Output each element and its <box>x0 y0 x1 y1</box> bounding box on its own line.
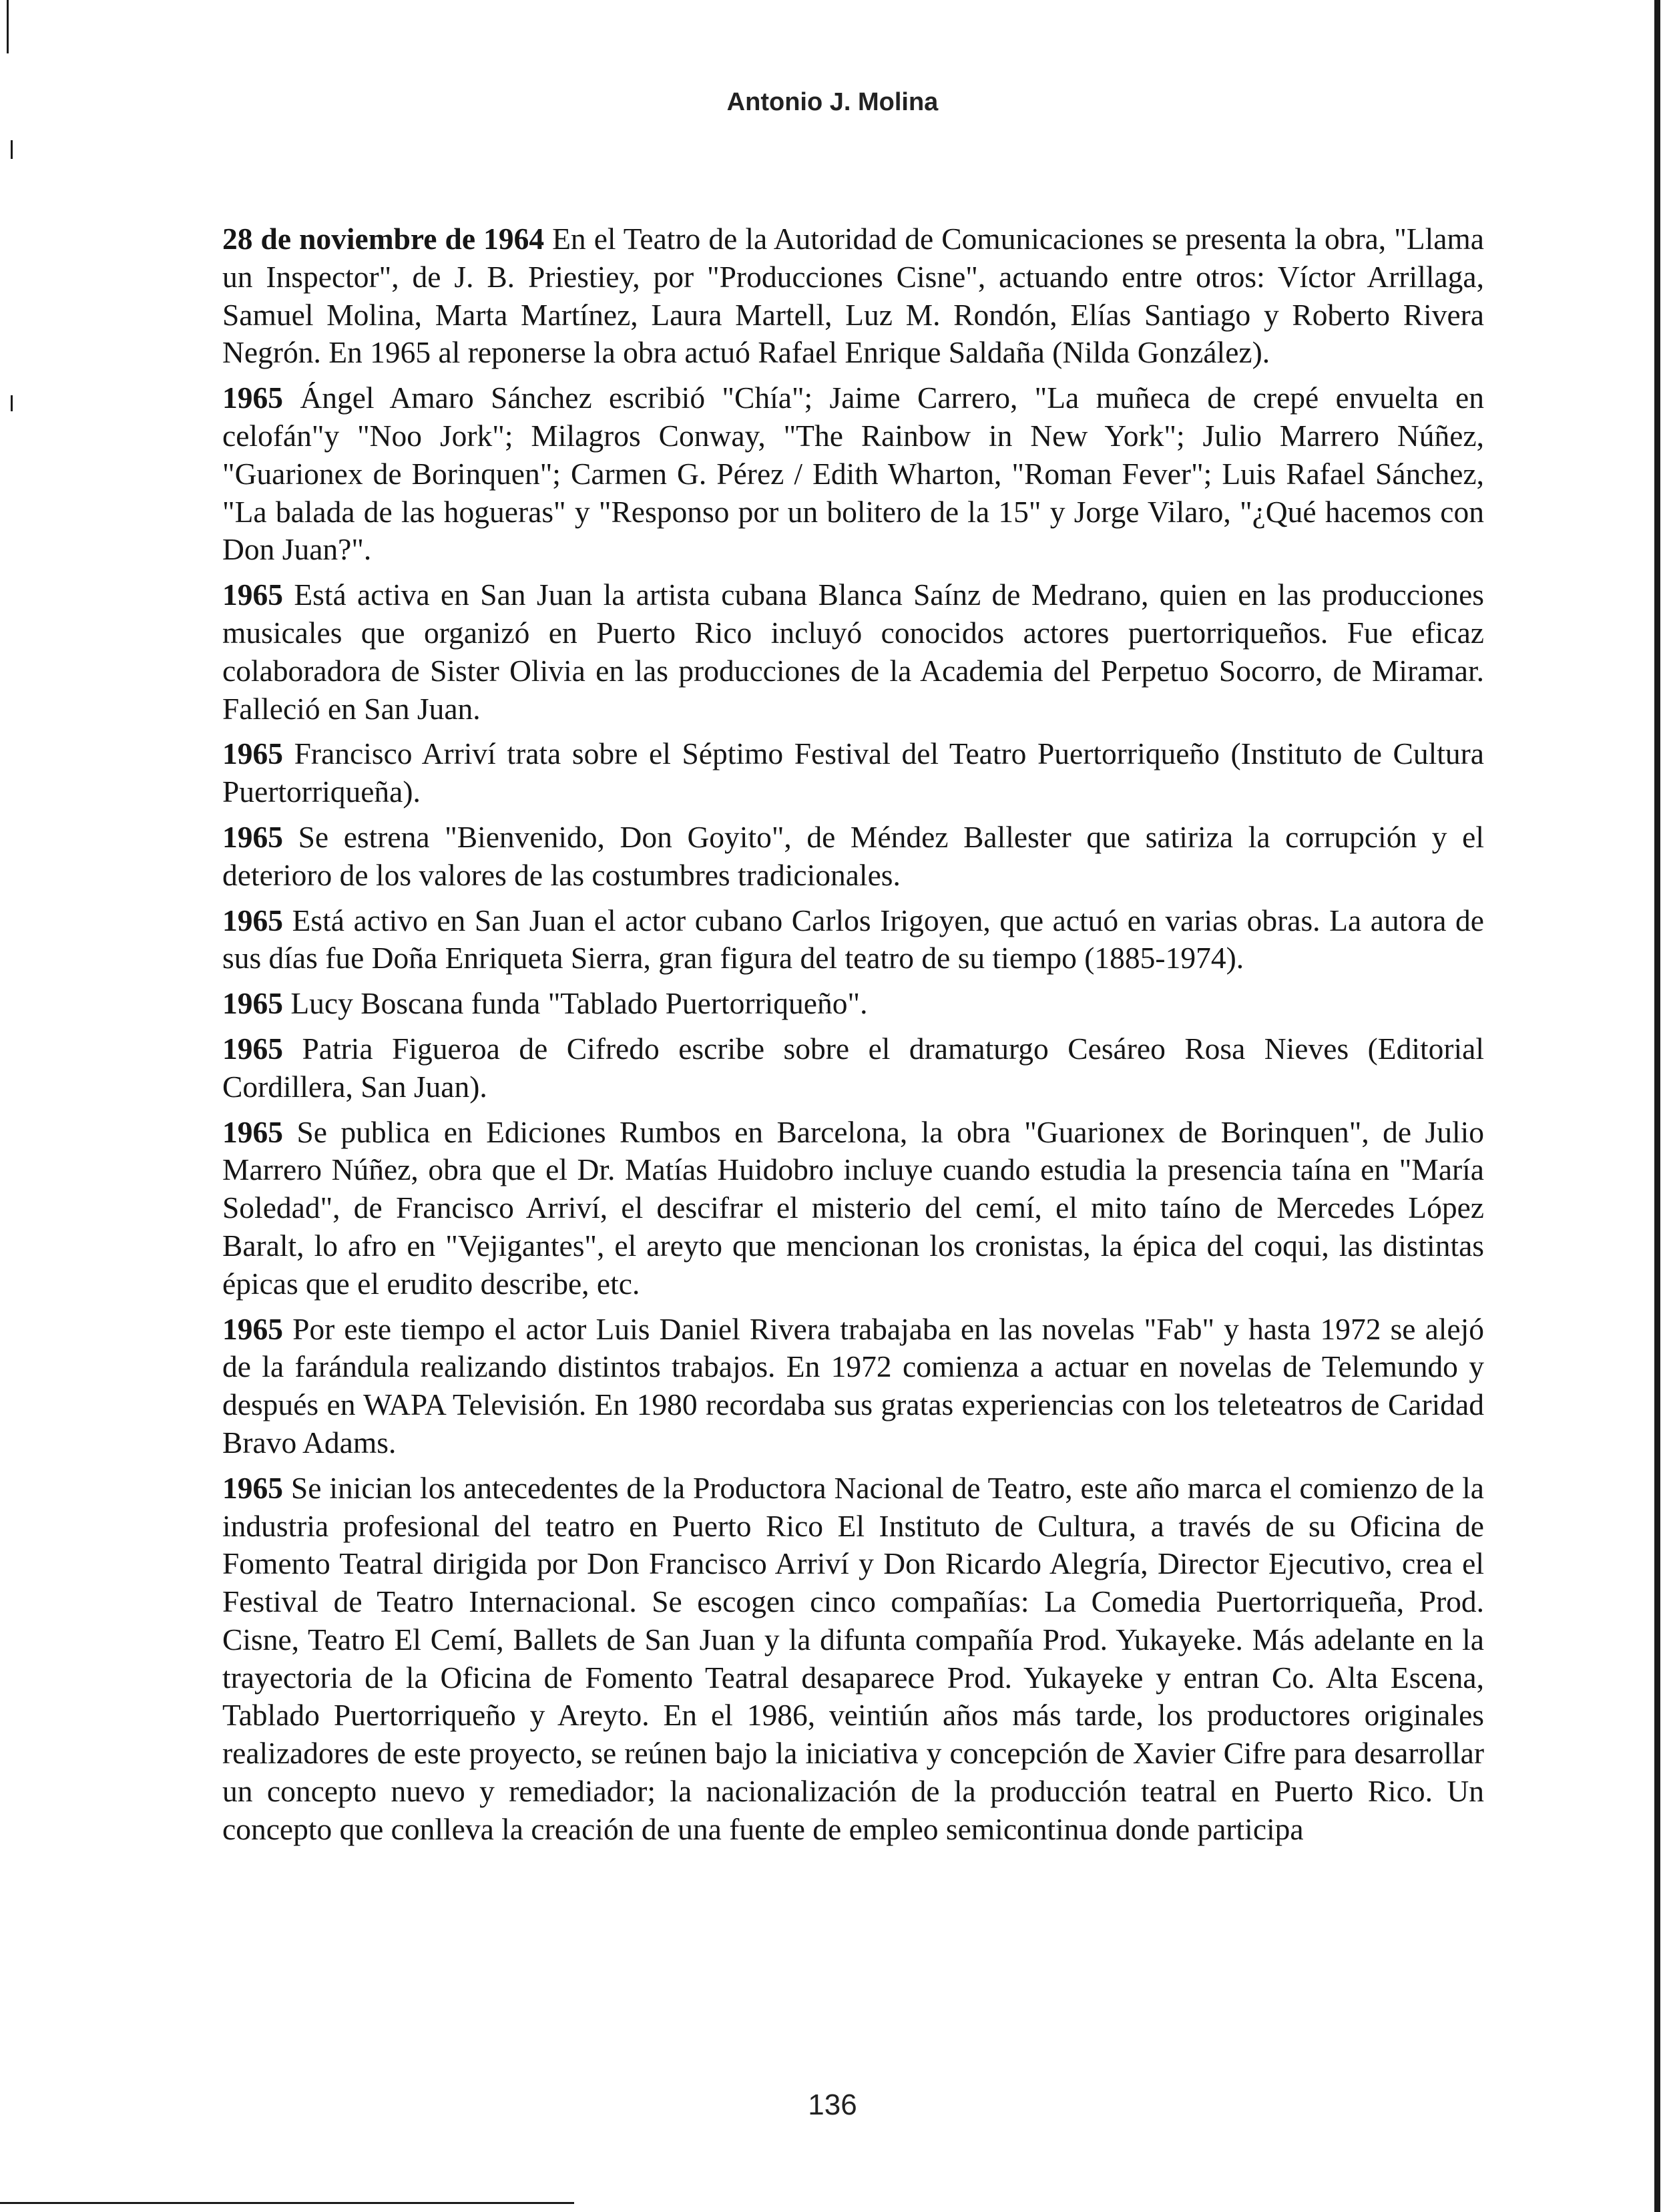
chronology-entry <box>222 819 1484 895</box>
page-number: 136 <box>808 2088 857 2121</box>
entry-date: 28 de noviembre de 1964 <box>222 222 545 256</box>
entry-text: Está activa en San Juan la artista cubana Blanca Saínz de Medrano, quien en las producciones musicales que organizó en Puerto Rico incluyó conocidos actores puertorriqueños. Fue eficaz colaboradora de Sister Olivia en las producciones de la Academia del Perpetuo Socorro, de Miramar. Falleció en San Juan. <box>222 578 1484 726</box>
entry-text: Patria Figueroa de Cifredo escribe sobre el dramaturgo Cesáreo Rosa Nieves (Editorial Cordillera, San Juan). <box>222 1031 1484 1104</box>
chronology-entry <box>222 1030 1484 1106</box>
entry-date: 1965 <box>222 986 283 1021</box>
entry-date: 1965 <box>222 1311 283 1346</box>
entry-date: 1965 <box>222 819 283 854</box>
entry-date: 1965 <box>222 1031 283 1066</box>
scan-tick-left-1 <box>11 140 13 159</box>
entry-text: Se publica en Ediciones Rumbos en Barcelona, la obra "Guarionex de Borinquen", de Julio Marrero Núñez, obra que el Dr. Matías Huidobro incluye cuando estudia la presencia taína en "María Soledad", de Francisco Arriví, el descifrar el misterio del cemí, el mito taíno de Mercedes López Baralt, lo afro en "Vejigantes", el areyto que mencionan los cronistas, la épica del coqui, las distintas épicas que el erudito describe, etc. <box>222 1114 1484 1301</box>
entry-text: Se inician los antecedentes de la Productora Nacional de Teatro, este año marca el comienzo de la industria profesional del teatro en Puerto Rico El Instituto de Cultura, a través de su Oficina de Fomento Teatral dirigida por Don Francisco Arriví y Don Ricardo Alegría, Director Ejecutivo, crea el Festival de Teatro Internacional. Se escogen cinco compañías: La Comedia Puertorriqueña, Prod. Cisne, Teatro El Cemí, Ballets de San Juan y la difunta compañía Prod. Yukayeke. Más adelante en la trayectoria de la Oficina de Fomento Teatral desaparece Prod. Yukayeke y entran Co. Alta Escena, Tablado Puertorriqueño y Areyto. En el 1986, veintiún años más tarde, los productores originales realizadores de este proyecto, se reúnen bajo la iniciativa y concepción de Xavier Cifre para desarrollar un concepto nuevo y remediador; la nacionalización de la producción teatral en Puerto Rico. Un concepto que conlleva la creación de una fuente de empleo semicontinua donde participa <box>222 1470 1485 1846</box>
entry-date: 1965 <box>222 1470 283 1505</box>
running-head: Antonio J. Molina <box>726 88 939 116</box>
chronology-entry <box>222 735 1484 811</box>
entry-date: 1965 <box>222 578 283 612</box>
chronology-entry <box>222 1114 1484 1303</box>
entry-date: 1965 <box>222 736 283 771</box>
chronology-entry <box>222 985 1484 1023</box>
chronology-entry <box>222 1470 1484 1849</box>
chronology-entry <box>222 902 1484 978</box>
scan-rule-bottom <box>0 2202 574 2204</box>
entry-date: 1965 <box>222 381 283 415</box>
chronology-entry <box>222 576 1484 728</box>
scan-edge-right <box>1654 0 1660 2212</box>
scan-tick-left-2 <box>11 395 13 411</box>
chronology-text <box>222 220 1484 1856</box>
entry-date: 1965 <box>222 903 283 937</box>
entry-date: 1965 <box>222 1114 283 1149</box>
entry-text: En el Teatro de la Autoridad de Comunicaciones se presenta la obra, "Llama un Inspector", de J. B. Priestiey, por "Producciones Cisne", actuando entre otros: Víctor Arrillaga, Samuel Molina, Marta Martínez, Laura Martell, Luz M. Rondón, Elías Santiago y Roberto Rivera Negrón. En 1965 al reponerse la obra actuó Rafael Enrique Saldaña (Nilda González). <box>222 222 1485 370</box>
entry-text: Francisco Arriví trata sobre el Séptimo Festival del Teatro Puertorriqueño (Instituto de Cultura Puertorriqueña). <box>222 736 1485 809</box>
entry-text: Lucy Boscana funda "Tablado Puertorriqueño". <box>290 986 868 1021</box>
chronology-entry <box>222 1311 1484 1462</box>
entry-text: Se estrena "Bienvenido, Don Goyito", de Méndez Ballester que satiriza la corrupción y el deterioro de los valores de las costumbres tradicionales. <box>222 819 1485 892</box>
entry-text: Por este tiempo el actor Luis Daniel Rivera trabajaba en las novelas "Fab" y hasta 1972 se alejó de la farándula realizando distintos trabajos. En 1972 comienza a actuar en novelas de Telemundo y después en WAPA Televisión. En 1980 recordaba sus gratas experiencias con los teleteatros de Caridad Bravo Adams. <box>222 1311 1484 1460</box>
entry-text: Ángel Amaro Sánchez escribió "Chía"; Jaime Carrero, "La muñeca de crepé envuelta en celofán"y "Noo Jork"; Milagros Conway, "The Rainbow in New York"; Julio Marrero Núñez, "Guarionex de Borinquen"; Carmen G. Pérez / Edith Wharton, "Roman Fever"; Luis Rafael Sánchez, "La balada de las hogueras" y "Responso por un bolitero de la 15" y Jorge Vilaro, "¿Qué hacemos con Don Juan?". <box>222 381 1484 567</box>
chronology-entry <box>222 220 1484 372</box>
scan-edge-left-top <box>7 0 9 53</box>
entry-text: Está activo en San Juan el actor cubano Carlos Irigoyen, que actuó en varias obras. La autora de sus días fue Doña Enriqueta Sierra, gran figura del teatro de su tiempo (1885-1974). <box>222 903 1485 975</box>
chronology-entry <box>222 379 1484 569</box>
